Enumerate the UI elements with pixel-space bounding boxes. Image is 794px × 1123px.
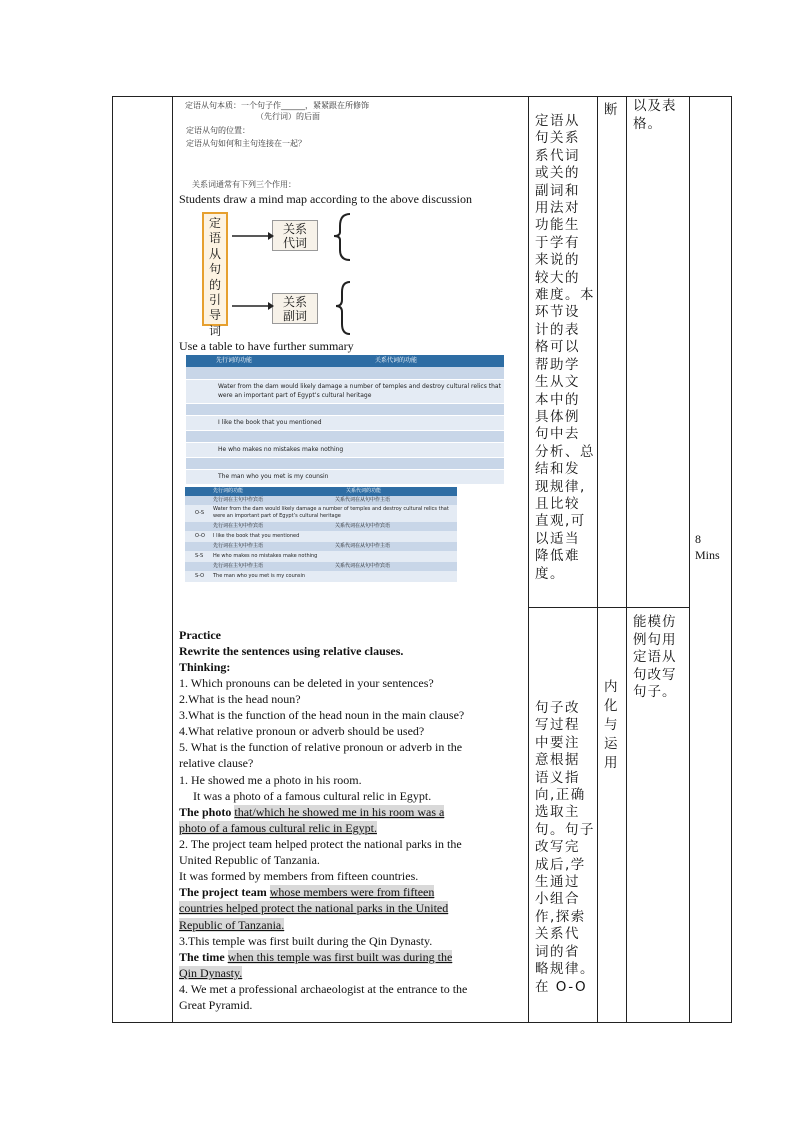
design-intent-line: 直观,可 [535,513,586,530]
table2-tag: S-O [195,573,205,579]
exercise-4-sentence: 4. We met a professional archaeologist at the entrance to the [179,982,468,996]
summary-instruction: Use a table to have further summary [179,339,354,353]
table1-row: He who makes no mistakes make nothing [186,443,504,458]
design-intent-top [535,113,595,583]
design-intent-line: 来说的 [535,252,580,269]
table1-row: Water from the dam would likely damage a number of temples and destroy cultural relics that were an important part of Egypt’s cultural heritage [186,380,504,404]
note-connection: 定语从句如何和主句连接在一起？ [186,139,306,148]
goal-top [633,98,677,133]
table2-func-left: 先行词在主句中作宾语 [213,497,264,503]
design-intent-line: 意根据 [535,752,580,769]
answer-1-head: The photo [179,805,232,819]
answer-2-clause: whose members were from fifteen [269,885,435,899]
design-intent-line: 难度。本 [535,287,595,304]
thinking-question: 3.What is the function of the head noun in the main clause? [179,708,465,722]
mind-map-box-pronoun: 关系代词 [272,220,318,251]
thinking-question: 2.What is the head noun? [179,692,301,706]
design-intent-line: 计的表 [535,321,580,338]
table2-sentence: The man who you met is my counsin [213,573,306,579]
goal-line: 定语从 [633,649,677,665]
goal-line: 格。 [633,115,662,132]
table1-row: I like the book that you mentioned [186,416,504,431]
design-intent-line: 关系代 [535,926,580,943]
summary-table-1 [186,355,504,485]
design-intent-line: 且比较 [535,495,580,512]
exercise-2-sentence-a: 2. The project team helped protect the national parks in the [179,837,462,851]
answer-3-clause-cont: Qin Dynasty. [179,966,243,980]
design-intent-line: 改写完 [535,839,580,856]
goal-line: 例句用 [633,631,677,648]
design-intent-line: 生从文 [535,374,580,391]
design-intent-line: 本中的 [535,391,580,408]
design-intent-line: 定语从 [535,113,580,129]
design-intent-line: 小组合 [535,891,580,908]
thinking-question: 1. Which pronouns can be deleted in your sentences? [179,676,434,690]
mind-map-box-adverb: 关系副词 [272,293,318,324]
table2-sentence: Water from the dam would likely damage a number of temples and destroy cultural relics that were an important part of Egypt’s cultural heritage [213,506,449,519]
stage-bottom [604,678,618,773]
stage-char: 运 [604,736,618,752]
summary-table-2 [185,487,457,582]
design-intent-line: 功能生 [535,217,580,234]
table2-sentence: I like the book that you mentioned [213,533,300,539]
design-intent-line: 词的省 [535,943,580,960]
goal-line: 句改写 [633,666,677,683]
answer-3-head: The time [179,950,225,964]
design-intent-line: 作,探索 [535,908,586,925]
design-intent-line: 向,正确 [535,787,586,804]
table2-func-right: 关系代词在从句中作宾语 [335,523,391,529]
thinking-question: 4.What relative pronoun or adverb should be used? [179,724,425,738]
design-intent-line: 略规律。 [535,961,595,978]
practice-thinking: Thinking: [179,660,231,674]
design-intent-line: 具体例 [535,408,580,425]
design-intent-line: 于学有 [535,234,580,251]
exercise-1-sentence-b: It was a photo of a famous cultural relic in Egypt. [193,789,432,803]
design-intent-line: 帮助学 [535,356,580,373]
practice-subtitle: Rewrite the sentences using relative clauses. [179,644,404,658]
exercise-2-sentence-a-cont: United Republic of Tanzania. [179,853,320,867]
answer-1-clause-cont: photo of a famous cultural relic in Egypt. [179,821,377,835]
practice-title: Practice [179,628,221,642]
design-intent-line: 写过程 [535,717,580,734]
exercise-2-sentence-b: It was formed by members from fifteen countries. [179,869,419,883]
answer-1-clause: that/which he showed me in his room was a [234,805,445,819]
design-intent-line: 语义指 [535,769,580,786]
design-intent-line: 句子改 [535,700,580,716]
note-position: 定语从句的位置： [186,126,250,135]
mind-map-arrows [228,208,358,338]
design-intent-line: 在 O-O [535,978,588,995]
answer-2-head: The project team [179,885,267,899]
design-intent-line: 副词和 [535,182,580,199]
design-intent-bottom [535,700,595,996]
exercise-1-sentence-a: 1. He showed me a photo in his room. [179,773,362,787]
table2-func-right: 关系代词在从句中作主语 [335,543,391,549]
time-unit: Mins [695,548,720,562]
design-intent-line: 句关系 [535,130,580,147]
table2-header-pronoun: 关系代词的功能 [346,488,382,494]
design-intent-line: 成后,学 [535,856,586,873]
design-intent-line: 句中去 [535,426,580,443]
design-intent-line: 中要注 [535,734,580,751]
table2-tag: O-S [195,510,205,516]
goal-line: 以及表 [633,98,677,114]
design-intent-line: 较大的 [535,269,580,286]
design-intent-line: 句。句子 [535,821,595,838]
design-intent-line: 分析、总 [535,443,595,460]
stage-char: 用 [604,755,618,771]
exercise-3-sentence: 3.This temple was first built during the Qin Dynasty. [179,934,433,948]
table2-header-antecedent: 先行词的功能 [213,488,244,494]
table2-func-left: 先行词在主句中作主语 [213,563,264,569]
stage-char: 内 [604,679,618,695]
answer-2-clause-end: Republic of Tanzania. [179,918,285,932]
design-intent-line: 结和发 [535,461,580,478]
table2-func-right: 关系代词在从句中作主语 [335,497,391,503]
design-intent-line: 度。 [535,565,565,582]
note-essence: 定语从句本质：一个句子作______，紧紧跟在所修饰 [185,101,369,110]
exercise-4-sentence-cont: Great Pyramid. [179,998,253,1012]
design-intent-line: 用法对 [535,200,580,217]
goal-line: 句子。 [633,684,677,700]
answer-3-clause: when this temple was first built was during the [227,950,453,964]
thinking-question: relative clause? [179,756,254,770]
table2-func-left: 先行词在主句中作主语 [213,543,264,549]
stage-char: 化 [604,698,618,714]
table2-sentence: He who makes no mistakes make nothing [213,553,318,559]
design-intent-line: 生通过 [535,874,580,891]
design-intent-line: 现规律, [535,478,586,495]
table2-func-right: 关系代词在从句中作宾语 [335,563,391,569]
mind-map-main-box: 定语从句的引导词 [202,212,228,326]
goal-line: 能模仿 [633,614,677,630]
note-essence-cont: （先行词）的后面 [256,112,320,121]
thinking-question: 5. What is the function of relative pronoun or adverb in the [179,740,463,754]
design-intent-line: 以适当 [535,530,580,547]
time-number: 8 [695,532,701,546]
table1-row: The man who you met is my counsin [186,470,504,485]
table2-tag: S-S [195,553,204,559]
table1-header-pronoun: 关系代词的功能 [375,357,418,364]
design-intent-line: 或关的 [535,165,580,182]
goal-bottom [633,614,677,702]
table2-func-left: 先行词在主句中作宾语 [213,523,264,529]
design-intent-line: 系代词 [535,147,580,164]
design-intent-line: 环节设 [535,304,580,321]
mind-map-instruction: Students draw a mind map according to the above discussion [179,192,472,206]
table1-header-antecedent: 先行词的功能 [216,357,253,364]
stage-top: 断 [604,102,618,118]
note-relative-words: 关系词通常有下列三个作用： [192,180,296,189]
design-intent-line: 格可以 [535,339,580,356]
answer-2-clause-cont: countries helped protect the national parks in the United [179,901,449,915]
stage-char: 与 [604,717,618,733]
table2-tag: O-O [195,533,205,539]
design-intent-line: 选取主 [535,804,580,821]
design-intent-line: 降低难 [535,548,580,565]
